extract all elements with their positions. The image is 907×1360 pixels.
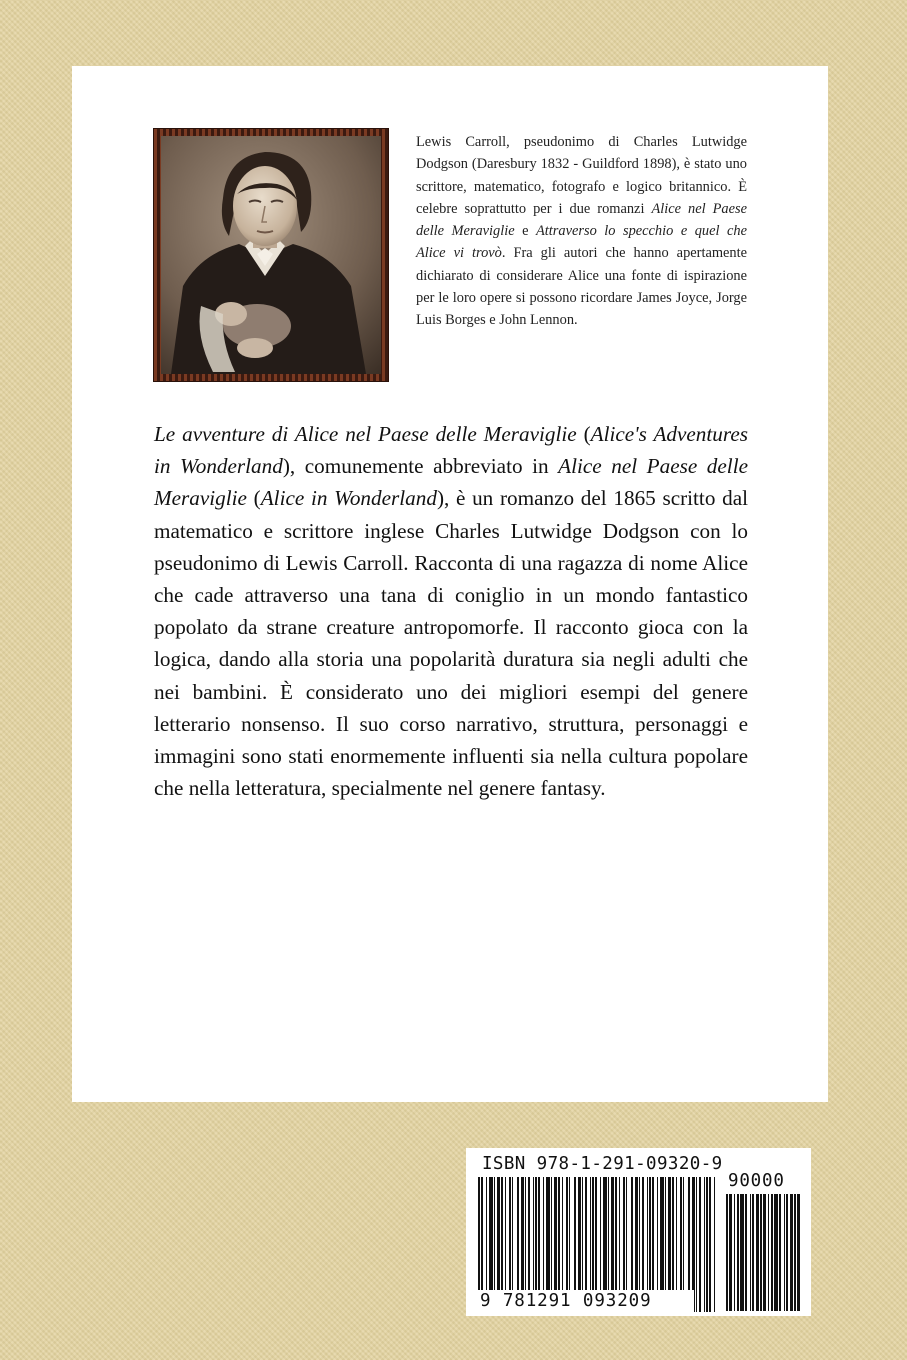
price-code: 90000 (728, 1171, 785, 1191)
barcode-bar (779, 1194, 781, 1311)
bio-title-looking-glass: Attraverso lo specchio e quel che Alice vi trovò (416, 223, 747, 262)
barcode-bar (750, 1194, 751, 1311)
barcode-bar (756, 1194, 759, 1311)
barcode-bar (740, 1194, 744, 1311)
author-portrait-photo (161, 136, 381, 374)
author-portrait-frame (154, 129, 388, 381)
barcode-bar (699, 1177, 701, 1312)
book-description (154, 418, 748, 804)
desc-run: ( (576, 422, 591, 446)
desc-run: ( (246, 486, 261, 511)
barcode-bar (784, 1194, 785, 1311)
desc-title-english: Alice's Adventures in Wonderland (154, 422, 748, 479)
barcode-bar (774, 1194, 778, 1311)
barcode-bar (745, 1194, 747, 1311)
desc-short-title-english: Alice in Wonderland (260, 486, 437, 511)
barcode-bar (794, 1194, 796, 1311)
bio-run: Lewis Carroll, pseudonimo di Charles Lutwidge Dodgson (Daresbury 1832 - Guildford 1898), è stato uno scrittore, matematico, fotografo e logico britannico. È celebre soprattutto per i due romanzi (416, 134, 747, 217)
author-biography (416, 131, 747, 332)
barcode-bar (760, 1194, 762, 1311)
barcode-bar (771, 1194, 773, 1311)
barcode-bar (734, 1194, 735, 1311)
barcode-bar (768, 1194, 769, 1311)
barcode-bar (790, 1194, 793, 1311)
isbn-barcode-box (466, 1148, 811, 1316)
barcode-bar (797, 1194, 800, 1311)
bio-title-alice: Alice nel Paese delle Meraviglie (416, 200, 747, 240)
ean-digits: 9 781291 093209 (478, 1290, 694, 1312)
barcode-bar (696, 1177, 697, 1312)
barcode-bar (706, 1177, 708, 1312)
barcode-bar (763, 1194, 766, 1311)
desc-run: ), comunemente abbreviato in (282, 454, 559, 479)
barcode-bar (704, 1177, 705, 1312)
isbn-label: ISBN 978-1-291-09320-9 (482, 1154, 723, 1174)
price-barcode (726, 1194, 802, 1311)
barcode-bar (726, 1194, 728, 1311)
barcode-bar (729, 1194, 732, 1311)
bio-run: e (514, 223, 537, 240)
barcode-bar (786, 1194, 788, 1311)
desc-short-title-italian: Alice nel Paese delle Meraviglie (154, 454, 748, 511)
barcode-bar (714, 1177, 715, 1312)
desc-title-italian: Le avventure di Alice nel Paese delle Meraviglie (154, 422, 577, 446)
barcode-bar (737, 1194, 739, 1311)
desc-run: ), è un romanzo del 1865 scritto dal matematico e scrittore inglese Charles Lutwidge Dodgson con lo pseudonimo di Lewis Carroll. Racconta di una ragazza di nome Alice che cade attraverso una tana di coniglio in un mondo fantastico popolato da strane creature antropomorfe. Il racconto gioca con la logica, dando alla storia una popolarità duratura sia negli adulti che nei bambini. È considerato uno dei migliori esempi del genere letterario nonsenso. Il suo corso narrativo, struttura, personaggi e immagini sono stati enormemente influenti sia nella cultura popolare che nella letteratura, specialmente nel genere fantasy. (154, 486, 748, 801)
barcode-bar (709, 1177, 711, 1312)
bio-run: . Fra gli autori che hanno apertamente dichiarato di considerare Alice una fonte di ispirazione per le loro opere si possono ricordare James Joyce, Jorge Luis Borges e John Lennon. (416, 245, 747, 329)
barcode-bar (752, 1194, 754, 1311)
